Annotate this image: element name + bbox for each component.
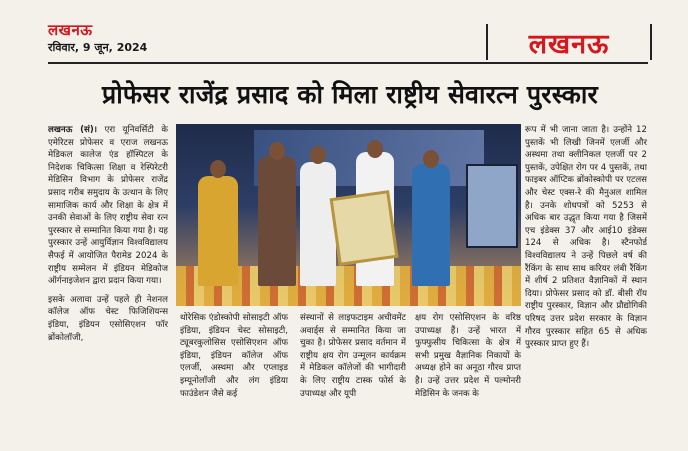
stage-screen [466, 164, 518, 248]
article-dateline: लखनऊ (सं)। [48, 125, 98, 135]
masthead-left [48, 22, 147, 55]
headline: प्रोफेसर राजेंद्र प्रसाद को मिला राष्ट्रीय सेवारत्न पुरस्कार [102, 80, 598, 109]
person-head [269, 142, 285, 160]
article-column-left [48, 124, 168, 424]
award-plaque [330, 190, 399, 266]
masthead-right [486, 24, 652, 60]
article-column-b3: क्षय रोग एसोसिएशन के वरिष्ठ उपाध्यक्ष हैं। उन्हें भारत में फुफ्फुसीय चिकित्सा के क्षेत्र में सभी प्रमुख वैज्ञानिक निकायों के अध्यक्ष होने का अनूठा गौरव प्राप्त है। उन्हें उत्तर प्रदेश में पल्मोनरी मेडिसिन के जनक के [415, 313, 521, 399]
top-divider [48, 62, 648, 64]
article-column-b1: थोरेसिक एंडोस्कोपी सोसाइटी ऑफ इंडिया, इंडियन चेस्ट सोसाइटी, ट्यूबरकुलोसिस एसोसिएशन ऑफ इंडिया, इंडियन कॉलेज ऑफ एलर्जी, अस्थमा और एप्लाइड इम्यूनोलॉजी और लंग इंडिया फाउंडेशन जैसे कई [180, 313, 288, 399]
person-head [423, 150, 439, 168]
ceremony-photo [176, 124, 521, 306]
person-figure [258, 156, 296, 286]
person-figure [198, 176, 238, 286]
city-label-small: लखनऊ [48, 21, 93, 39]
article-paragraph [48, 124, 168, 288]
person-figure [300, 162, 336, 286]
article-text: एरा यूनिवर्सिटी के एमेरिटस प्रोफेसर व एराज लखनऊ मेडिकल कालेज एंड हॉस्पिटल के निदेशक चिकित्सा शिक्षा व रेस्पिरेटरी मेडिसिन विभाग के प्रोफेसर राजेंद्र प्रसाद गरीब समुदाय के उत्थान के लिए सामाजिक कार्य और शिक्षा के क्षेत्र में उनकी सेवाओं के लिए राष्ट्रीय सेवा रत्न पुरस्कार से सम्मानित किया गया है। यह पुरस्कार उन्हें आयुर्विज्ञान विश्वविद्यालय सैफई में आयोजित पैरामेड 2024 के राष्ट्रीय सम्मेलन में इंडियन मेडिकोज ऑर्गनाइजेशन द्वारा प्रदान किया गया। [48, 125, 168, 287]
person-figure [412, 164, 450, 286]
issue-date: रविवार, 9 जून, 2024 [48, 41, 148, 54]
article-column-b2: संस्थानों से लाइफटाइम अचीवमेंट अवार्ड्स से सम्मानित किया जा चुका है। प्रोफेसर प्रसाद वर्तमान में राष्ट्रीय क्षय रोग उन्मूलन कार्यक्रम में मेडिकल कॉलेजों की भागीदारी के लिए राष्ट्रीय टास्क फोर्स के उपाध्यक्ष और यूपी [300, 313, 406, 399]
person-head [310, 146, 326, 164]
person-head [210, 160, 226, 178]
article-paragraph: इसके अलावा उन्हें पहले ही नेशनल कॉलेज ऑफ चेस्ट फिजिशियन्स इंडिया, इंडियन एसोसिएशन फॉर ब्रोंकोलॉजी, [48, 294, 168, 343]
person-head [367, 140, 383, 158]
article-column-right: रूप में भी जाना जाता है। उन्होंने 12 पुस्तकें भी लिखी जिनमें एलर्जी और अस्थमा तथा क्लीनिकल एलर्जी पर 2 पुस्तकें, उपेक्षित रोग पर 4 पुस्तकें, तथा फाइबर ऑप्टिक ब्रोंकोस्कोपी पर एटलस और चेस्ट एक्स-रे की मैनुअल शामिल है। उनके शोधपत्रों को 5253 से अधिक बार उद्धृत किया गया है जिसमें एच इंडेक्स 37 और आई10 इंडेक्स 124 से अधिक है। स्टैनफोर्ड विश्वविद्यालय ने उन्हें पिछले वर्ष की रैंकिंग के साथ साथ करियर लंबी रैंकिंग में शीर्ष 2 प्रतिशत वैज्ञानिकों में स्थान दिया। प्रोफेसर प्रसाद को डॉ. बीसी रॉय राष्ट्रीय पुरस्कार, विज्ञान और प्रौद्योगिकी परिषद उत्तर प्रदेश सरकार के विज्ञान गौरव पुरस्कार सहित 65 से अधिक पुरस्कार प्राप्त हुए हैं। [525, 125, 647, 350]
city-label-large: लखनऊ [528, 28, 610, 60]
